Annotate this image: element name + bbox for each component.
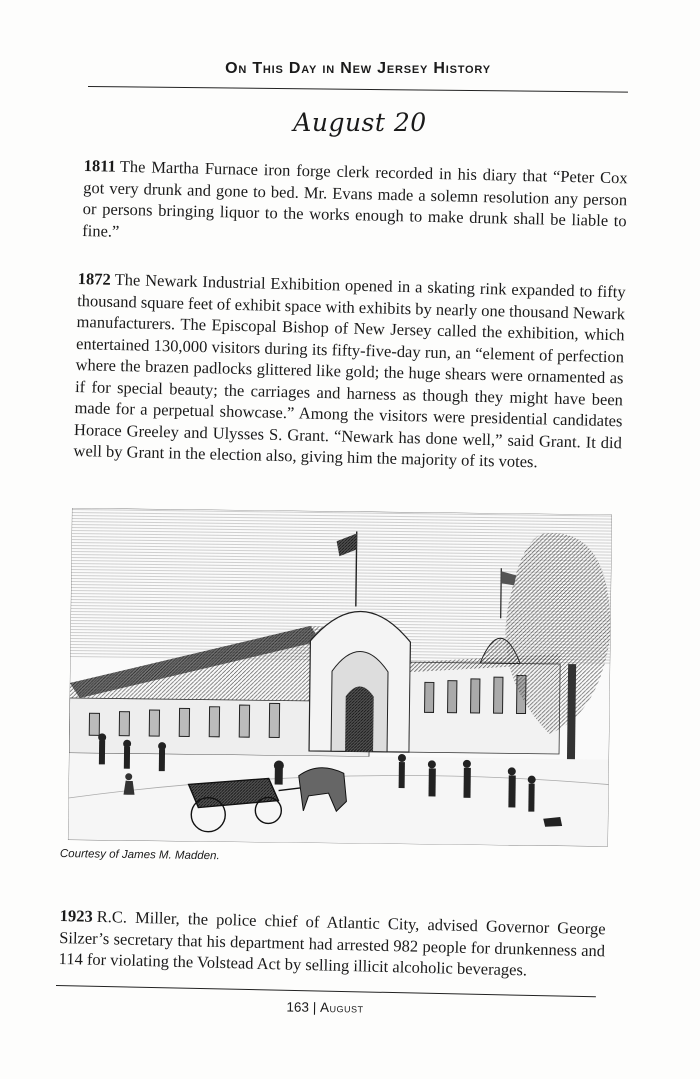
entry-text: The Newark Industrial Exhibition opened in a skating rink expanded to fifty thousand square feet of exhibit space with exhibits by nearly one thousand Newark manufacturers. The Episcopal Bishop of New Jersey called the exhibition, which entertained 130,000 visitors during its fifty-five-day run, an “element of perfection where the brazen padlocks glittered like gold; the huge shears were ornamented as if for special beauty; the carriages and harness as though they might have been made for a perpetual showcase.” Among the visitors were presidential candidates Horace Greeley and Ulysses S. Grant. “Newark has done well,” said Grant. It did well by Grant in the election also, giving him the majority of its votes. [73, 269, 626, 472]
page-number: 163 [286, 999, 310, 1015]
figure-caption: Courtesy of James M. Madden. [59, 848, 220, 863]
footer-month: August [319, 999, 364, 1016]
entry-1872 [73, 268, 626, 475]
entry-year: 1811 [83, 155, 117, 176]
running-header: On This Day in New Jersey History [225, 60, 491, 77]
entry-text: The Martha Furnace iron forge clerk recorded in his diary that “Peter Cox got very drunk and gone to bed. Mr. Evans made a solemn resolution any person or persons bringing liquor to the works enough to make drunk shall be liable to fine.” [82, 156, 628, 241]
footer-rule [56, 985, 596, 997]
entry-text: R.C. Miller, the police chief of Atlantic City, advised Governor George Silzer’s secretary that his department had arrested 982 people for drunkenness and 114 for violating the Volstead Act by selling illicit alcoholic beverages. [58, 906, 606, 980]
entry-1923 [58, 905, 605, 983]
entry-year: 1923 [59, 905, 93, 926]
entry-year: 1872 [77, 268, 111, 289]
page-title: August 20 [293, 108, 427, 137]
exhibition-engraving [68, 508, 612, 847]
entry-1811 [82, 155, 628, 253]
footer-separator: | [312, 999, 317, 1015]
header-rule [88, 86, 628, 93]
page-footer [200, 998, 450, 1016]
